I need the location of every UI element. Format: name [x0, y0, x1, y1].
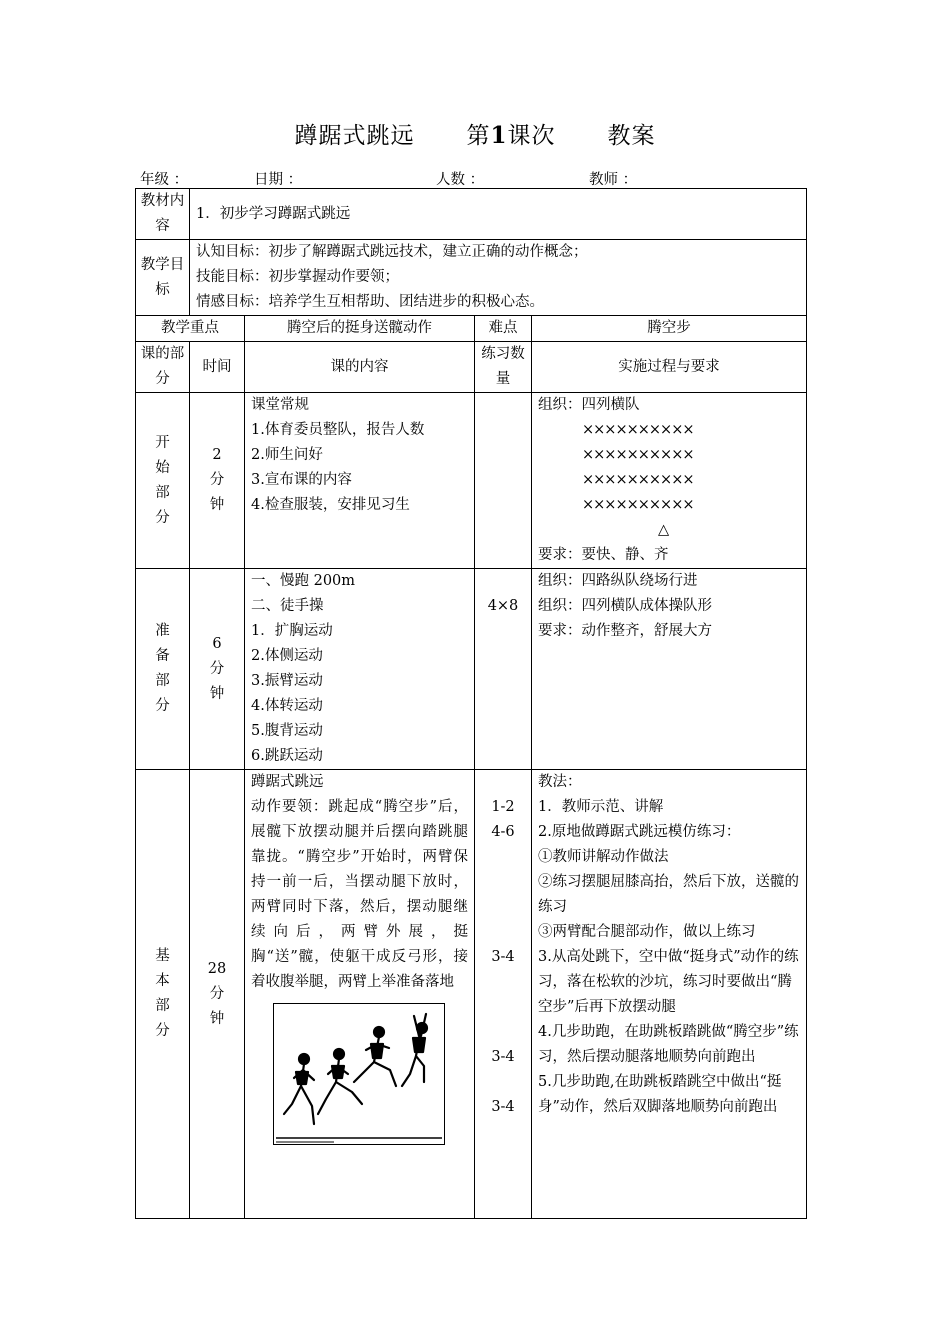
goal-skill: 技能目标：初步掌握动作要领； — [196, 269, 399, 285]
count-label: 人数 ： — [436, 172, 485, 188]
prep-process-line: 组织：四列横队成体操队形 — [538, 598, 712, 614]
main-process-step: 1．教师示范、讲解 — [538, 799, 664, 815]
main-reps-value: 1-2 — [491, 799, 515, 815]
title-part2-num: 1 — [490, 122, 508, 149]
main-content — [245, 770, 475, 1219]
main-reps-value: 3-4 — [491, 1099, 515, 1115]
main-reps-value: 3-4 — [491, 1049, 515, 1065]
title-part2-suffix: 课次 — [507, 123, 556, 149]
difficulty-label: 难点 — [475, 316, 532, 342]
main-process-step: 2.原地做蹲踞式跳远模仿练习： — [538, 824, 741, 840]
col-content: 课的内容 — [245, 342, 475, 393]
start-reps — [475, 393, 532, 569]
title-part2-prefix: 第 — [466, 123, 491, 149]
prep-content-line: 1．扩胸运动 — [251, 623, 333, 639]
prep-content-line: 4.体转运动 — [251, 698, 323, 714]
start-content-line: 3.宣布课的内容 — [251, 472, 352, 488]
prep-content — [245, 569, 475, 770]
goal-text — [190, 240, 807, 316]
col-time: 时间 — [190, 342, 245, 393]
prep-content-line: 2.体侧运动 — [251, 648, 323, 664]
main-reps-value: 3-4 — [491, 949, 515, 965]
prep-reps-value: 4×8 — [487, 598, 519, 614]
prep-process — [532, 569, 807, 770]
goal-label: 教学目标 — [136, 240, 190, 316]
prep-content-line: 二、徒手操 — [251, 598, 324, 614]
col-process: 实施过程与要求 — [532, 342, 807, 393]
main-process-step: 5.几步助跑,在助跳板踏跳空中做出“挺身”动作，然后双脚落地顺势向前跑出 — [538, 1074, 782, 1115]
start-content — [245, 393, 475, 569]
key-label: 教学重点 — [136, 316, 245, 342]
start-require: 要求：要快、静、齐 — [538, 547, 669, 563]
prep-process-line: 组织：四路纵队绕场行进 — [538, 573, 698, 589]
title-part1: 蹲踞式跳远 — [294, 123, 415, 149]
main-reps-value: 4-6 — [491, 824, 515, 840]
prep-content-line: 5.腹背运动 — [251, 723, 323, 739]
start-part: 开始部分 — [136, 393, 190, 569]
grade-label: 年级 ： — [140, 172, 189, 188]
start-content-line: 4.检查服装，安排见习生 — [251, 497, 410, 513]
teacher-triangle: △ — [658, 522, 670, 538]
main-part: 基本部分 — [136, 770, 190, 1219]
main-time: 28分钟 — [190, 770, 245, 1219]
main-process-step: ①教师讲解动作做法 — [538, 849, 669, 865]
prep-process-line: 要求：动作整齐，舒展大方 — [538, 623, 712, 639]
formation-row: ×××××××××× — [582, 497, 694, 513]
teacher-label: 教师 ： — [589, 172, 638, 188]
main-reps — [475, 770, 532, 1219]
prep-time: 6分钟 — [190, 569, 245, 770]
start-content-line: 1.体育委员整队，报告人数 — [251, 422, 425, 438]
main-content-text: 动作要领：跳起成“腾空步”后，展髋下放摆动腿并后摆向踏跳腿靠拢。“腾空步”开始时，两臂保持一前一后，当摆动腿下放时，两臂同时下落，然后，摆动腿继续向后，两臂外展，挺胸“送”髋，使躯干成反弓形，接着收腹举腿，两臂上举准备落地 — [251, 799, 468, 990]
key-text: 腾空后的挺身送髋动作 — [245, 316, 475, 342]
main-process-step: ②练习摆腿屈膝高抬，然后下放，送髋的练习 — [538, 874, 799, 915]
formation-row: ×××××××××× — [582, 422, 694, 438]
page-title — [0, 117, 950, 150]
start-content-line: 课堂常规 — [251, 397, 309, 413]
start-process — [532, 393, 807, 569]
col-part: 课的部分 — [136, 342, 190, 393]
prep-content-line: 一、慢跑 200m — [251, 573, 356, 589]
date-label: 日期 ： — [254, 172, 303, 188]
prep-part: 准备部分 — [136, 569, 190, 770]
main-process-step: 3.从高处跳下，空中做“挺身式”动作的练习，落在松软的沙坑，练习时要做出“腾空步”后再下放摆动腿 — [538, 949, 799, 1015]
lesson-plan-table — [135, 188, 807, 1219]
main-process-title: 教法： — [538, 774, 582, 790]
main-process — [532, 770, 807, 1219]
formation-row: ×××××××××× — [582, 472, 694, 488]
long-jump-illustration — [274, 1004, 444, 1144]
material-text: 1．初步学习蹲踞式跳远 — [190, 189, 807, 240]
main-process-step: 4.几步助跑，在助跳板踏跳做“腾空步”练习，然后摆动腿落地顺势向前跑出 — [538, 1024, 799, 1065]
start-org: 组织：四列横队 — [538, 397, 640, 413]
main-content-title: 蹲踞式跳远 — [251, 774, 324, 790]
prep-content-line: 6.跳跃运动 — [251, 748, 323, 764]
difficulty-text: 腾空步 — [532, 316, 807, 342]
material-label: 教材内容 — [136, 189, 190, 240]
goal-cognitive: 认知目标：初步了解蹲踞式跳远技术，建立正确的动作概念； — [196, 244, 588, 260]
prep-content-line: 3.振臂运动 — [251, 673, 323, 689]
prep-reps — [475, 569, 532, 770]
col-reps: 练习数量 — [475, 342, 532, 393]
formation-row: ×××××××××× — [582, 447, 694, 463]
goal-emotion: 情感目标：培养学生互相帮助、团结进步的积极心态。 — [196, 294, 544, 310]
start-content-line: 2.师生问好 — [251, 447, 323, 463]
main-process-step: ③两臂配合腿部动作，做以上练习 — [538, 924, 756, 940]
long-jump-figure — [273, 1003, 445, 1145]
title-part3: 教案 — [607, 123, 656, 149]
start-time: 2分钟 — [190, 393, 245, 569]
